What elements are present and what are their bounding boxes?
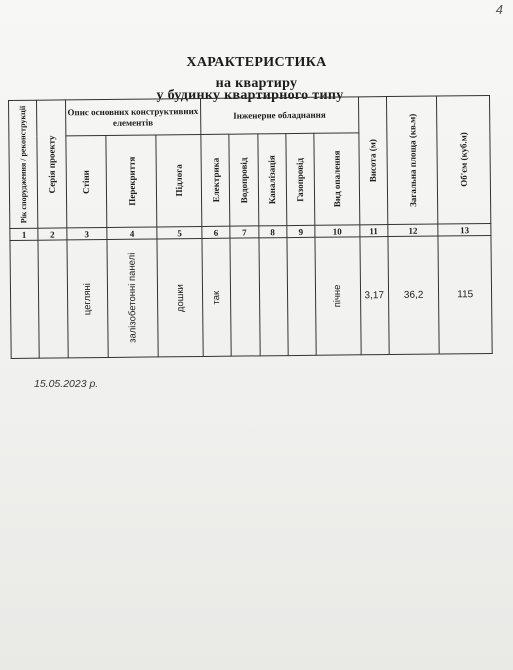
characteristics-table [8,95,493,359]
header-cell-4 [106,135,157,228]
value-cell-10 [315,237,361,355]
header-label-8: Каналізація [266,155,278,205]
header-label-9: Газопровід [295,157,306,202]
value-cell-1 [10,240,40,358]
document-subtitle: на квартиру [215,76,298,91]
construction-group-header: Опис основних конструктивних елементів [65,98,201,135]
column-number: 1 [10,228,38,240]
engineering-group-header: Інженерне обладнання [200,97,358,135]
page-number: 4 [495,2,503,17]
value-flooring: дошки [174,283,186,312]
value-cell-11 [359,237,389,355]
header-label-11: Висота (м) [367,139,379,183]
header-label-13: Об'єм (куб.м) [458,132,470,188]
value-cell-4 [107,239,159,358]
column-number: 7 [230,226,258,238]
column-number: 5 [157,226,202,238]
header-label-1: Рік спорудження / реконструкції [17,105,28,224]
document-subtitle-2: у будинку квартирного типу [156,88,344,103]
data-row [10,235,492,358]
header-cell-5 [156,134,201,226]
value-cell-3 [67,239,109,357]
value-cell-2 [38,240,68,358]
header-label-7: Водопровід [238,157,249,203]
header-label-12: Загальна площа (кв.м) [406,113,418,207]
value-cell-7 [230,238,260,356]
column-number: 11 [359,225,387,237]
value-cell-6 [202,238,232,356]
header-cell-6 [201,134,230,226]
column-number: 12 [388,224,439,237]
document-title: ХАРАКТЕРИСТИКА [186,55,327,70]
value-walls: цегляні [81,282,94,315]
value-cell-8 [258,238,288,356]
header-cell-9 [286,133,315,225]
column-number: 9 [287,225,315,237]
column-number: 6 [202,226,230,238]
header-label-3: Стіни [81,169,92,194]
group-header-row [9,95,490,136]
header-label-5: Підлога [173,164,185,197]
column-number: 3 [66,227,107,239]
value-cell-13 [438,235,492,354]
header-label-10: Вид опалення [331,150,342,208]
column-number: 13 [438,223,491,236]
header-cell-13 [437,95,491,224]
header-cell-10 [314,133,359,225]
header-cell-1 [9,100,39,228]
header-cell-7 [229,134,258,226]
header-cell-12 [386,96,438,225]
header-label-2: Серія проекту [46,135,57,194]
value-cell-5 [157,238,203,356]
value-cell-12 [388,236,440,355]
value-height: 3,17 [364,290,385,302]
value-volume: 115 [457,289,474,301]
header-cell-2 [37,100,67,228]
header-cell-11 [358,97,388,225]
document-date: 15.05.2023 р. [34,378,99,390]
header-cell-8 [257,134,286,226]
value-area: 36,2 [403,289,424,301]
value-floors: залізобетонні панелі [126,253,139,344]
value-cell-9 [287,237,317,355]
column-number: 2 [38,228,66,240]
value-heating: пічне [332,284,344,308]
column-number: 4 [107,227,158,240]
header-cell-3 [65,135,106,227]
header-label-6: Електрика [210,158,221,203]
value-electricity: так [211,290,223,305]
characteristics-table-wrapper [8,95,493,358]
header-label-4: Перекриття [126,156,137,206]
column-number: 10 [315,225,360,237]
column-number: 8 [258,226,286,238]
